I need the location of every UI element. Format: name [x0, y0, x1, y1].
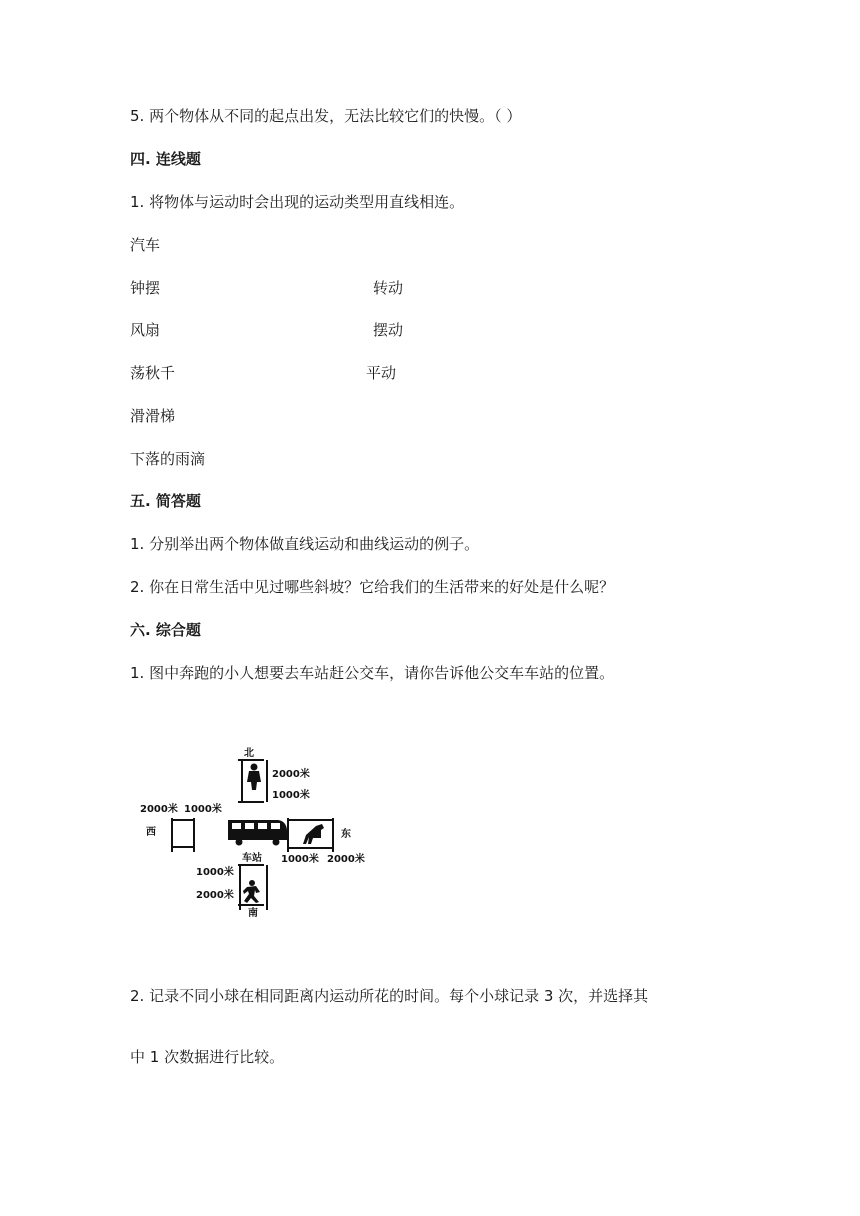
- running-person-icon: [243, 880, 260, 903]
- south-label: 南: [248, 908, 258, 919]
- south-distance-1000: 1000米: [196, 867, 234, 878]
- motion-type-item: 转动: [373, 279, 404, 297]
- section5-q1: 1. 分别举出两个物体做直线运动和曲线运动的例子。: [130, 535, 480, 553]
- east-distance-1000: 1000米: [281, 854, 319, 865]
- section4-q1: 1. 将物体与运动时会出现的运动类型用直线相连。: [130, 193, 465, 211]
- bus-icon: [228, 820, 287, 846]
- object-item: 滑滑梯: [130, 407, 176, 425]
- section4-title: 四. 连线题: [130, 150, 201, 168]
- q5-true-false: 5. 两个物体从不同的起点出发，无法比较它们的快慢。（ ）: [130, 107, 522, 125]
- object-item: 荡秋千: [130, 364, 176, 382]
- east-label: 东: [341, 829, 351, 840]
- north-distance-1000: 1000米: [272, 790, 310, 801]
- object-item: 汽车: [130, 236, 161, 254]
- dog-icon: [303, 824, 324, 844]
- object-item: 下落的雨滴: [130, 450, 206, 468]
- section6-title: 六. 综合题: [130, 621, 201, 639]
- map-diagram: [128, 740, 378, 925]
- east-distance-2000: 2000米: [327, 854, 365, 865]
- section6-q2-line2: 中 1 次数据进行比较。: [130, 1048, 285, 1066]
- west-distance-2000: 2000米: [140, 804, 178, 815]
- section5-title: 五. 简答题: [130, 492, 201, 510]
- section6-q2-line1: 2. 记录不同小球在相同距离内运动所花的时间。每个小球记录 3 次，并选择其: [130, 987, 649, 1005]
- object-item: 钟摆: [130, 279, 161, 297]
- object-item: 风扇: [130, 321, 161, 339]
- motion-type-item: 摆动: [373, 321, 404, 339]
- section5-q2: 2. 你在日常生活中见过哪些斜坡？它给我们的生活带来的好处是什么呢？: [130, 578, 615, 596]
- section6-q1: 1. 图中奔跑的小人想要去车站赶公交车，请你告诉他公交车车站的位置。: [130, 664, 615, 682]
- west-distance-1000: 1000米: [184, 804, 222, 815]
- north-distance-2000: 2000米: [272, 769, 310, 780]
- child-icon: [247, 764, 261, 791]
- bus-station-map: [128, 740, 378, 925]
- station-label: 车站: [242, 853, 262, 864]
- south-distance-2000: 2000米: [196, 890, 234, 901]
- north-label: 北: [244, 748, 254, 759]
- motion-type-item: 平动: [366, 364, 397, 382]
- west-label: 西: [146, 827, 156, 838]
